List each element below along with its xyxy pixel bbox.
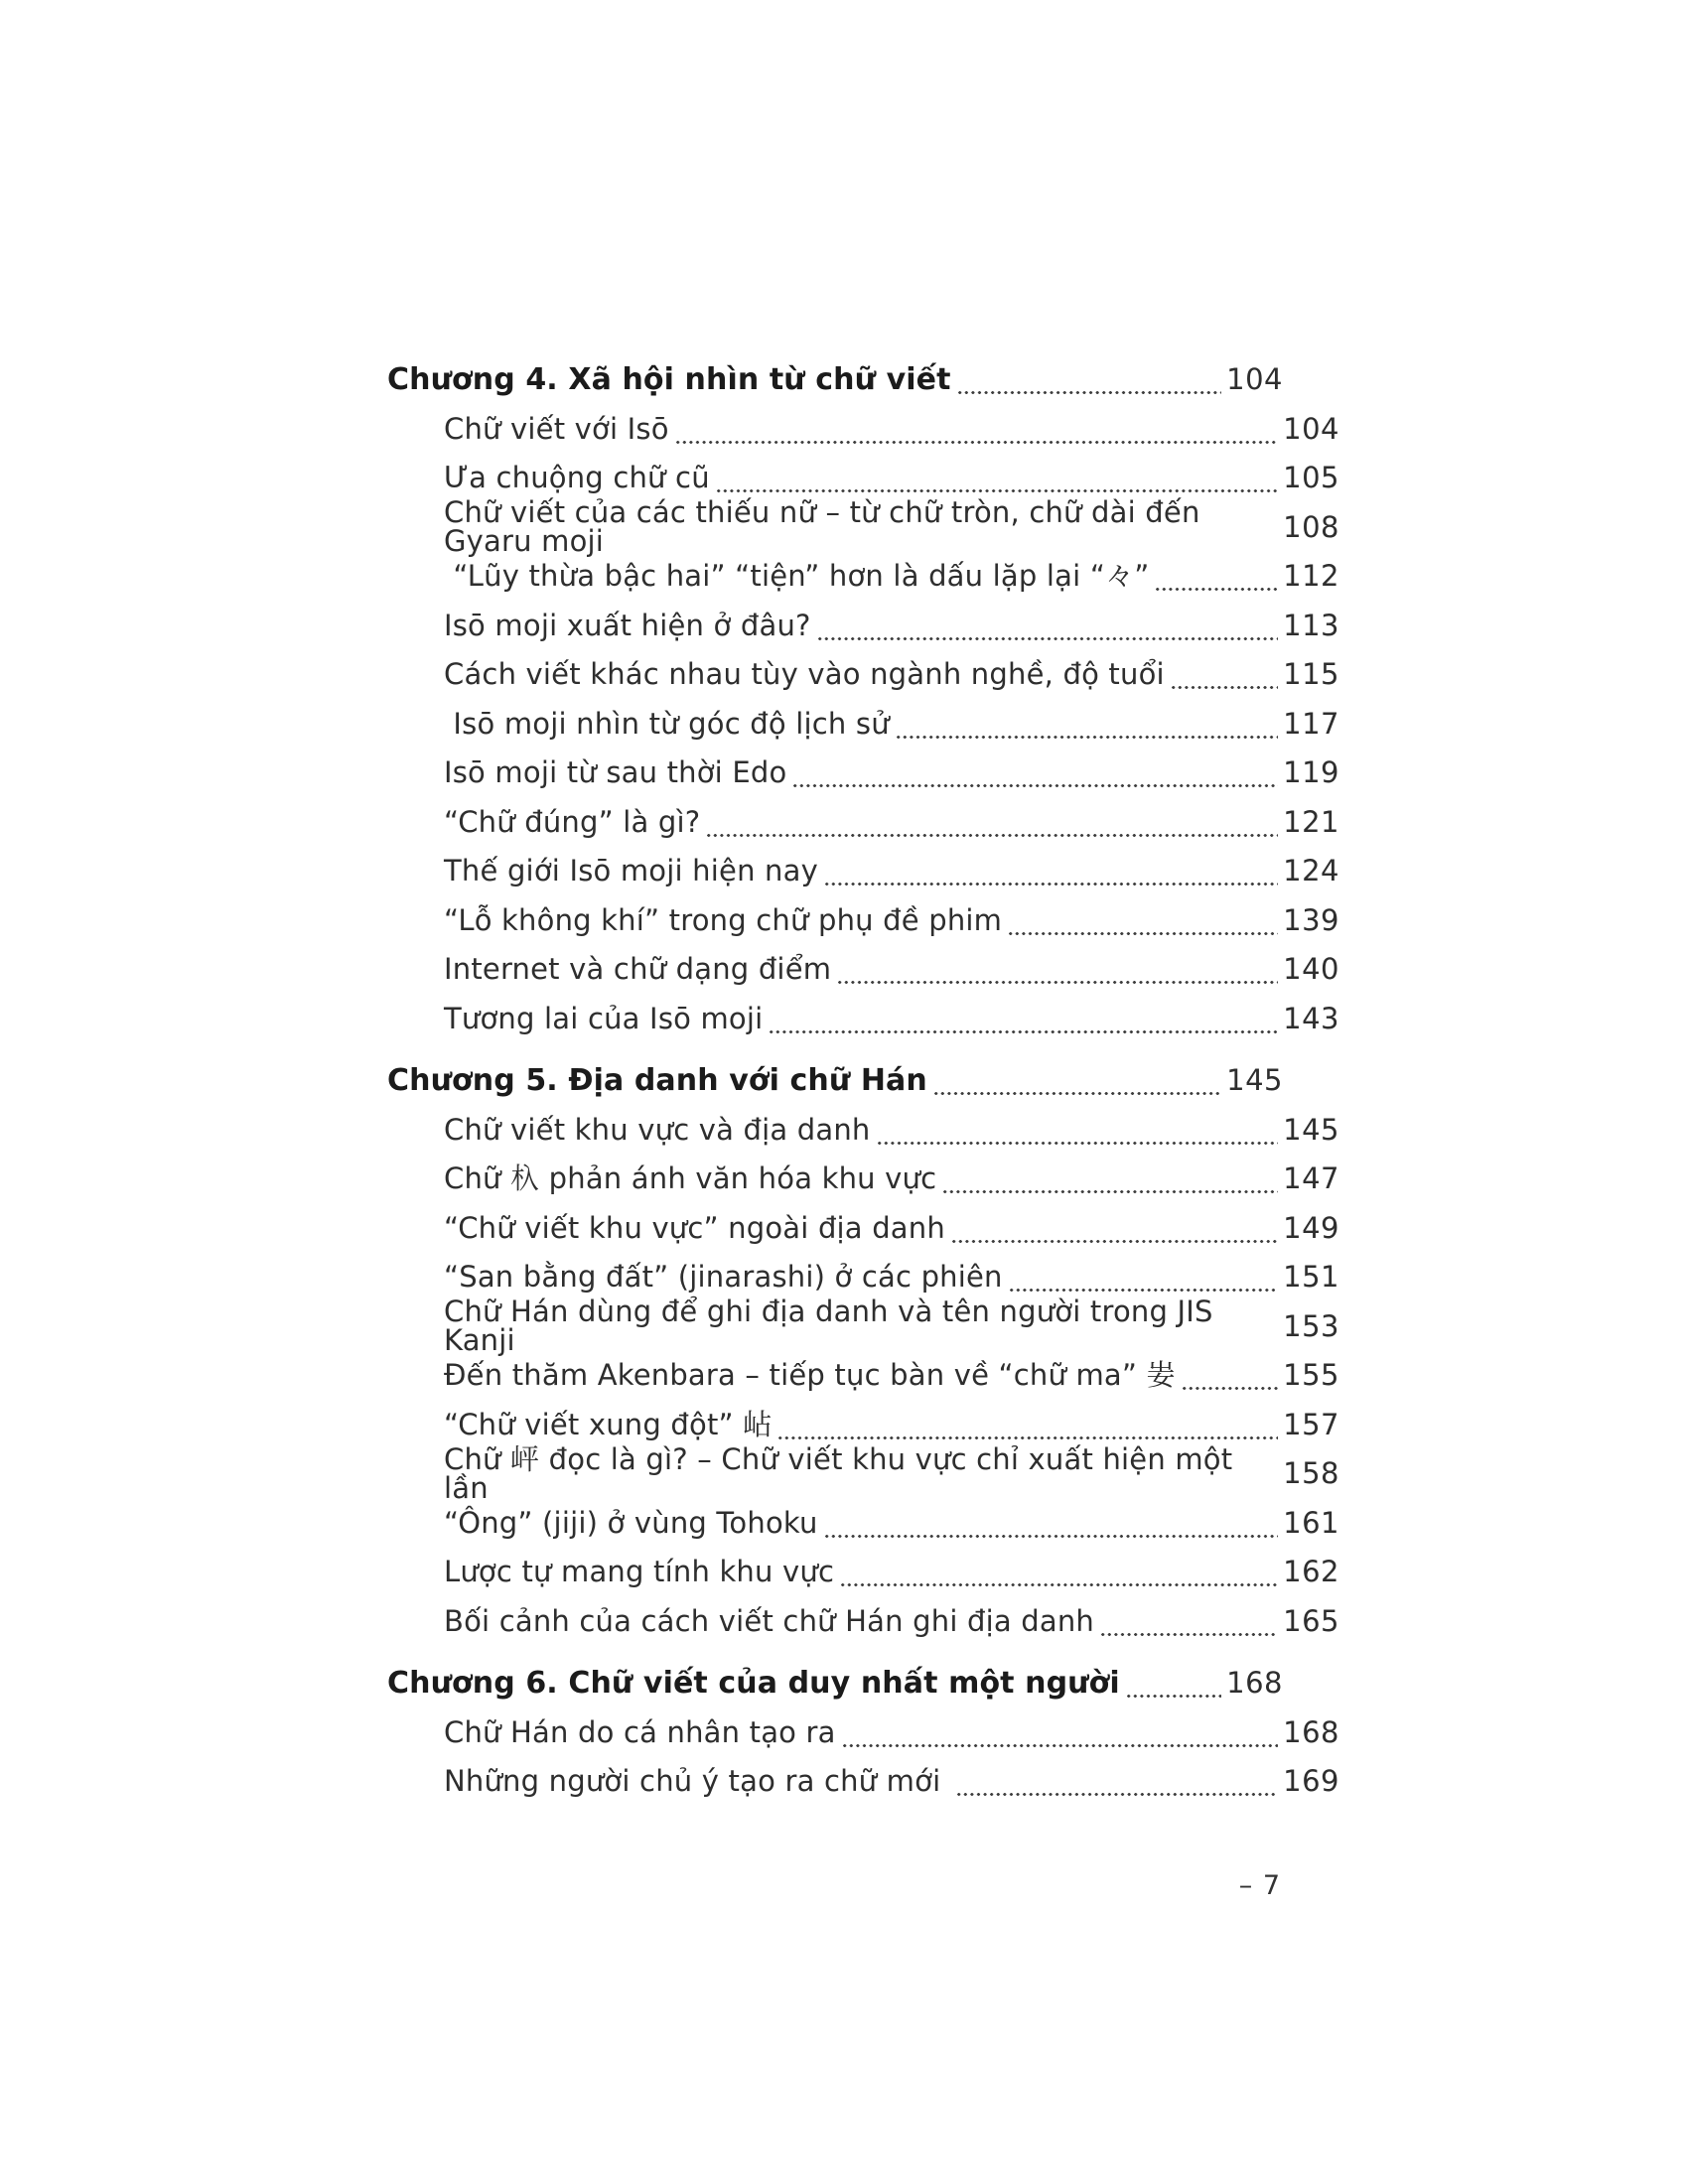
toc-entry-row [387, 847, 1339, 896]
toc-entry-label: Chữ 杁 phản ánh văn hóa khu vực [444, 1161, 937, 1196]
toc-chapter-heading-row [387, 1056, 1283, 1106]
toc-entry-row [387, 1499, 1339, 1549]
toc-entry-row [387, 552, 1339, 602]
toc-entry-row [387, 405, 1339, 455]
toc-entry-label: Chữ viết của các thiếu nữ – từ chữ tròn, chữ dài đến Gyaru moji [444, 495, 1209, 559]
toc-entry-label: Isō moji nhìn từ góc độ lịch sử [444, 706, 890, 741]
toc-entry-row [387, 1155, 1339, 1204]
dot-leader [1156, 588, 1278, 591]
dot-leader [707, 834, 1278, 837]
dot-leader [778, 1436, 1278, 1439]
dot-leader [838, 981, 1278, 984]
toc-entry-label: Những người chủ ý tạo ra chữ mới [444, 1764, 950, 1799]
dot-leader [878, 1142, 1279, 1145]
toc-entry-row [387, 1757, 1339, 1807]
dot-leader [825, 883, 1278, 886]
toc-entry-row [387, 650, 1339, 700]
toc-page-number: 124 [1283, 854, 1339, 888]
toc-entry-label: Lược tự mang tính khu vực [444, 1555, 835, 1589]
dot-leader [943, 1190, 1278, 1193]
toc-entry-label: “Lũy thừa bậc hai” “tiện” hơn là dấu lặp lại “々” [444, 559, 1150, 594]
toc-chapter-heading-row [387, 355, 1283, 405]
toc-chapter-heading-row [387, 1659, 1283, 1708]
toc-page-number: 108 [1283, 509, 1339, 544]
dot-leader [1009, 932, 1278, 935]
dot-leader [952, 1240, 1278, 1243]
toc-page-number: 112 [1283, 559, 1339, 594]
toc-entry-label: Internet và chữ dạng điểm [444, 952, 832, 987]
toc-entry-row [387, 1106, 1339, 1156]
toc-page-number: 140 [1283, 952, 1339, 987]
dot-leader [957, 1793, 1278, 1796]
dot-leader [793, 784, 1278, 787]
toc-entry-row [387, 1441, 1339, 1505]
dot-leader [1127, 1695, 1221, 1698]
toc-page-number: 105 [1283, 461, 1339, 495]
toc-page-number: 158 [1283, 1456, 1339, 1491]
dot-leader [958, 391, 1222, 394]
toc-page-number: 117 [1283, 706, 1339, 741]
toc-entry-label: “Chữ viết xung đột” 岾 [444, 1407, 773, 1441]
toc-page-number: 149 [1283, 1210, 1339, 1245]
dot-leader [1010, 1289, 1279, 1292]
table-of-contents [387, 355, 1339, 1807]
toc-entry-label: “San bằng đất” (jinarashi) ở các phiên [444, 1260, 1003, 1295]
toc-entry-label: Ưa chuộng chữ cũ [444, 461, 710, 495]
toc-page-number: 143 [1283, 1001, 1339, 1035]
toc-page-number: 168 [1226, 1666, 1283, 1701]
dot-leader [897, 736, 1278, 739]
toc-page-number: 145 [1283, 1112, 1339, 1147]
toc-page-number: 104 [1226, 362, 1283, 397]
toc-entry-label: Chữ viết với Isō [444, 411, 669, 446]
toc-entry-label: “Chữ đúng” là gì? [444, 804, 701, 839]
toc-entry-row [387, 995, 1339, 1044]
toc-chapter-heading-label: Chương 4. Xã hội nhìn từ chữ viết [387, 361, 951, 397]
dot-leader [1172, 686, 1278, 689]
dot-leader [843, 1744, 1279, 1747]
toc-entry-label: Chữ 岼 đọc là gì? – Chữ viết khu vực chỉ xuất hiện một lần [444, 1441, 1242, 1505]
toc-entry-label: Thế giới Isō moji hiện nay [444, 854, 818, 888]
toc-entry-row [387, 1351, 1339, 1401]
toc-entry-row [387, 749, 1339, 798]
toc-page-number: 162 [1283, 1555, 1339, 1589]
toc-entry-row [387, 1548, 1339, 1597]
dot-leader [1183, 1387, 1278, 1390]
toc-entry-label: Tương lai của Isō moji [444, 1001, 764, 1035]
dot-leader [818, 637, 1279, 640]
toc-entry-label: “Chữ viết khu vực” ngoài địa danh [444, 1210, 945, 1245]
toc-entry-label: Bối cảnh của cách viết chữ Hán ghi địa danh [444, 1603, 1094, 1638]
toc-page-number: 157 [1283, 1407, 1339, 1441]
dot-leader [676, 441, 1278, 444]
toc-page-number: 165 [1283, 1603, 1339, 1638]
dot-leader [934, 1092, 1221, 1095]
toc-page-number: 104 [1283, 411, 1339, 446]
toc-entry-row [387, 896, 1339, 946]
toc-page-number: 151 [1283, 1260, 1339, 1295]
toc-page-number: 139 [1283, 902, 1339, 937]
toc-page-number: 121 [1283, 804, 1339, 839]
toc-page-number: 113 [1283, 608, 1339, 642]
toc-section [387, 1056, 1339, 1646]
dot-leader [825, 1535, 1279, 1538]
toc-entry-label: Isō moji xuất hiện ở đâu? [444, 608, 811, 642]
toc-chapter-heading-label: Chương 5. Địa danh với chữ Hán [387, 1062, 927, 1098]
dot-leader [770, 1030, 1278, 1033]
toc-page-number: 155 [1283, 1358, 1339, 1393]
toc-entry-label: Chữ viết khu vực và địa danh [444, 1112, 871, 1147]
toc-section [387, 1659, 1339, 1807]
toc-page-number: 169 [1283, 1764, 1339, 1799]
toc-entry-row [387, 798, 1339, 848]
toc-entry-row [387, 700, 1339, 750]
toc-entry-label: “Lỗ không khí” trong chữ phụ đề phim [444, 902, 1003, 937]
toc-entry-row [387, 602, 1339, 651]
toc-entry-label: Cách viết khác nhau tùy vào ngành nghề, độ tuổi [444, 657, 1165, 692]
toc-page-number: 153 [1283, 1308, 1339, 1343]
toc-entry-label: Đến thăm Akenbara – tiếp tục bàn về “chữ ma” 妛 [444, 1358, 1176, 1393]
toc-entry-label: “Ông” (jiji) ở vùng Tohoku [444, 1505, 818, 1540]
toc-entry-row [387, 945, 1339, 995]
toc-section [387, 355, 1339, 1043]
toc-entry-label: Isō moji từ sau thời Edo [444, 755, 787, 790]
toc-page-number: 147 [1283, 1161, 1339, 1196]
toc-entry-row [387, 1708, 1339, 1758]
dot-leader [717, 489, 1278, 492]
toc-page-number: 115 [1283, 657, 1339, 692]
dot-leader [1101, 1633, 1278, 1636]
toc-page-number: 161 [1283, 1505, 1339, 1540]
toc-chapter-heading-label: Chương 6. Chữ viết của duy nhất một người [387, 1665, 1120, 1701]
toc-entry-row [387, 1597, 1339, 1647]
toc-page-number: 119 [1283, 755, 1339, 790]
toc-page-number: 145 [1226, 1063, 1283, 1098]
toc-entry-row [387, 495, 1339, 559]
toc-entry-row [387, 1295, 1339, 1358]
toc-entry-label: Chữ Hán do cá nhân tạo ra [444, 1714, 836, 1749]
toc-entry-label: Chữ Hán dùng để ghi địa danh và tên người trong JIS Kanji [444, 1295, 1223, 1358]
toc-page-number: 168 [1283, 1714, 1339, 1749]
footer-page-number: – 7 [1238, 1870, 1281, 1901]
dot-leader [841, 1583, 1278, 1586]
toc-entry-row [387, 1204, 1339, 1254]
